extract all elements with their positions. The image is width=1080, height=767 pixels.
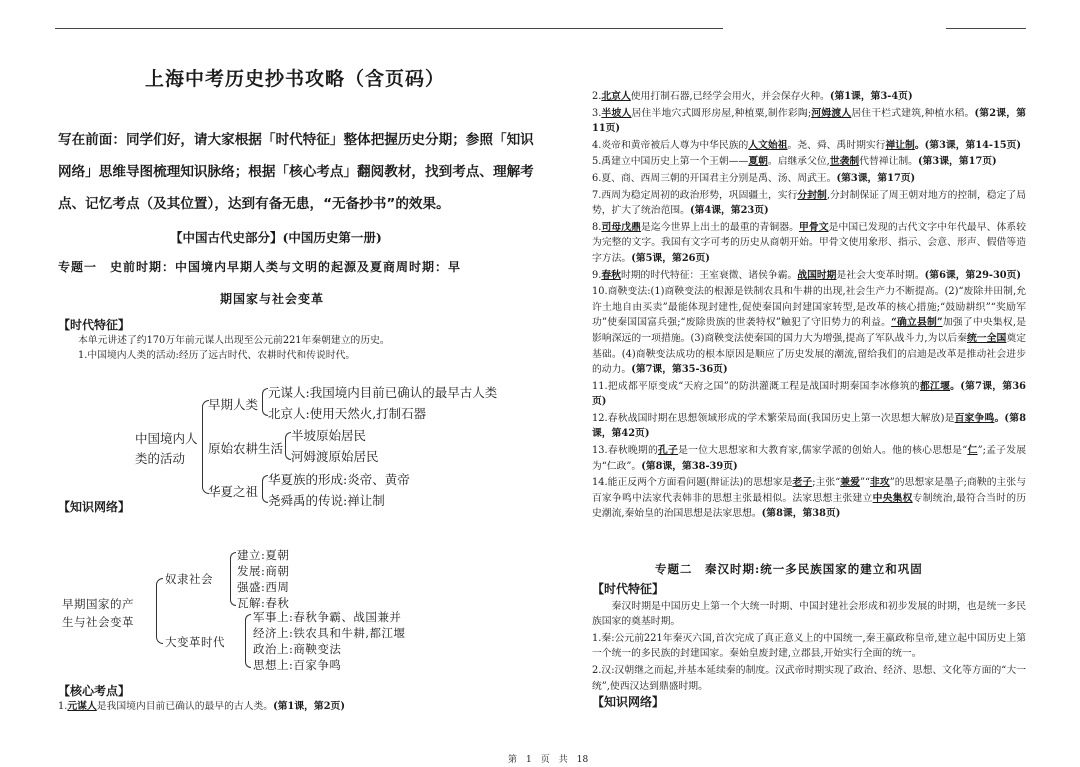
mindmap2-root-line2: 生与社会变革	[62, 615, 134, 629]
mindmap2-leaf-military: 军事上:春秋争霸、战国兼并	[253, 610, 402, 624]
core-item-1: 1.元谋人是我国境内目前已确认的最早的古人类。(第1课，第2页)	[58, 701, 345, 712]
era-text-1: 本单元讲述了约170万年前元谋人出现至公元前221年秦朝建立的历史。	[78, 335, 390, 346]
era2-text-1: 秦汉时期是中国历史上第一个大统一时期、中国封建社会形成和初步发展的时期，也是统一多民族国家的奠基时期。	[592, 600, 1026, 628]
core-heading: 【核心考点】	[58, 684, 131, 698]
era2-heading: 【时代特征】	[592, 582, 665, 596]
topic2-era-section	[592, 582, 1026, 712]
topic1-line1: 专题一 史前时期：中国境内早期人类与文明的起源及夏商周时期：早	[58, 260, 462, 274]
core-points-right	[592, 89, 1026, 523]
part-heading: 【中国古代史部分】(中国历史第一册)	[170, 230, 382, 245]
mindmap2-branch-reform: 大变革时代	[165, 635, 225, 649]
mindmap1-root-line1: 中国境内人	[135, 431, 198, 446]
document-title: 上海中考历史抄书攻略（含页码）	[145, 68, 446, 90]
intro-paragraph: 写在前面：同学们好，请大家根据「时代特征」整体把握历史分期；参照「知识网络」思维导图梳理知识脉络；根据「核心考点」翻阅教材，找到考点、理解考点、记忆考点（及其位置），达到有备无患，“无备抄书”的效果。	[58, 132, 534, 212]
era-text-2: 1.中国境内人类的活动:经历了远古时代、农耕时代和传说时代。	[78, 350, 356, 361]
header-rule-right	[946, 28, 1026, 29]
mindmap1-leaf-yuanmou: 元谋人:我国境内目前已确认的最早古人类	[268, 385, 498, 400]
era-heading: 【时代特征】	[58, 318, 131, 332]
topic2-heading: 专题二 秦汉时期:统一多民族国家的建立和巩固	[655, 562, 923, 576]
core-item-3: 3.半坡人居住半地穴式圆形房屋,种植粟,制作彩陶;河姆渡人居住干栏式建筑,种植水稻。(第2课，第11页)	[592, 107, 1027, 135]
mindmap2-leaf-xizhou: 强盛:西周	[237, 580, 290, 594]
mindmap1-leaf-hemudu: 河姆渡原始居民	[291, 449, 379, 464]
network-heading: 【知识网络】	[58, 500, 131, 514]
core-item-4: 4.炎帝和黄帝被后人尊为中华民族的人文始祖。尧、舜、禹时期实行禅让制。(第3课，第14-15页)	[592, 139, 1022, 151]
header-rule-left	[55, 28, 723, 29]
page-footer: 第 1 页 共 18	[508, 755, 589, 765]
core-item-5: 5.禹建立中国历史上第一个王朝——夏朝。启继承父位,世袭制代替禅让制。(第3课，第17页)	[592, 156, 997, 168]
mindmap2-leaf-politics: 政治上:商鞅变法	[253, 642, 342, 656]
mindmap1-leaf-huaxia: 华夏族的形成:炎帝、黄帝	[268, 472, 410, 487]
mindmap1-leaf-beijing: 北京人:使用天然火,打制石器	[268, 406, 427, 421]
mindmap2-brace-reform	[245, 614, 251, 668]
mindmap1-branch-farming: 原始农耕生活	[208, 441, 284, 456]
network2-heading: 【知识网络】	[592, 695, 665, 710]
mindmap1-branch-ancestors: 华夏之祖	[208, 484, 259, 499]
core-item-11: 11.把成都平原变成“天府之国”的防洪灌溉工程是战国时期秦国李冰修筑的都江堰。(第7课，第36页)	[592, 380, 1027, 408]
mindmap2-root-brace	[156, 578, 163, 644]
mindmap2-leaf-xia: 建立:夏朝	[237, 548, 290, 562]
topic1-line2: 期国家与社会变革	[220, 292, 325, 306]
core-item-14: 14.能正反两个方面看问题(辩证法)的思想家是老子;主张“兼爱”“非攻”的思想家是墨子;商鞅的主张与百家争鸣中法家代表韩非的思想主张最相似。法家思想主张建立中央集权专制统治,最符合当时的历史潮流,秦始皇的治国思想是法家思想。(第8课，第38页)	[592, 477, 1027, 520]
era2-text-2: 1.秦:公元前221年秦灭六国,首次完成了真正意义上的中国统一,秦王嬴政称皇帝,建立起中国历史上第一个统一的多民族的封建国家。秦始皇废封建,立郡县,开始实行全面的统一。	[592, 632, 1026, 660]
core-item-12: 12.春秋战国时期在思想领域形成的学术繁荣局面(我国历史上第一次思想大解放)是百家争鸣。(第8课，第42页)	[592, 412, 1027, 440]
mindmap2-leaf-economy: 经济上:铁农具和牛耕,都江堰	[253, 626, 406, 640]
core-item-2: 2.北京人使用打制石器,已经学会用火，并会保存火种。(第1课，第3-4页)	[592, 91, 913, 102]
era2-text-3: 2.汉:汉朝继之而起,并基本延续秦的制度。汉武帝时期实现了政治、经济、思想、文化等方面的“大一统”,使西汉达到鼎盛时期。	[592, 664, 1026, 692]
mindmap1-root-line2: 类的活动	[135, 451, 186, 466]
core-item-9: 9.春秋时期的时代特征：王室衰微、诸侯争霸。战国时期是社会大变革时期。(第6课，第29-30页)	[592, 269, 1022, 281]
mindmap2-branch-slave: 奴隶社会	[165, 572, 213, 586]
core-item-13: 13.春秋晚期的孔子是一位大思想家和大教育家,儒家学派的创始人。他的核心思想是“仁”;孟子发展为“仁政”。(第8课，第38-39页)	[592, 445, 1027, 472]
mindmap1-branch-early: 早期人类	[208, 397, 259, 412]
mindmap1-leaf-banpo: 半坡原始居民	[291, 428, 367, 443]
mindmap2-leaf-shang: 发展:商朝	[237, 564, 290, 578]
mindmap2-leaf-chunqiu: 瓦解:春秋	[237, 596, 290, 610]
core-item-6: 6.夏、商、西周三朝的开国君主分别是禹、汤、周武王。(第3课，第17页)	[592, 172, 916, 184]
core-item-7: 7.西周为稳定周初的政治形势，巩固疆土，实行分封制,分封制保证了周王朝对地方的控制，稳定了局势，扩大了统治范围。(第4课，第23页)	[592, 189, 1027, 217]
mindmap1-leaf-yaoshunyu: 尧舜禹的传说:禅让制	[268, 493, 385, 508]
mindmap2-root-line1: 早期国家的产	[62, 597, 134, 611]
core-item-10: 10.商鞅变法:(1)商鞅变法的根源是铁制农具和牛耕的出现,社会生产力不断提高。(2)“废除井田制,允许土地自由买卖”最能体现封建性,促使秦国向封建国家转型,是改革的核心措施;“鼓励耕织”“奖励军功”使秦国国富兵强;“废除贵族的世袭特权”触犯了守旧势力的利益。“确立县制”加强了中央集权,是影响深远的一项措施。(3)商鞅变法使秦国的国力大为增强,提高了军队战斗力,为以后秦统一全国奠定基础。(4)商鞅变法成功的根本原因是顺应了历史发展的潮流,留给我们的启迪是改革是推动社会进步的动力。(第7课，第35-36页)	[592, 286, 1027, 376]
mindmap2-brace-slave	[230, 552, 236, 606]
core-item-8: 8.司母戊鼎是迄今世界上出土的最重的青铜器。甲骨文是中国已发现的古代文字中年代最早、体系较为完整的文字。我国有文字可考的历史从商朝开始。甲骨文使用象形、指示、会意、形声、假借等造字方法。(第5课，第26页)	[592, 221, 1027, 264]
mindmap2-leaf-thought: 思想上:百家争鸣	[253, 658, 342, 672]
